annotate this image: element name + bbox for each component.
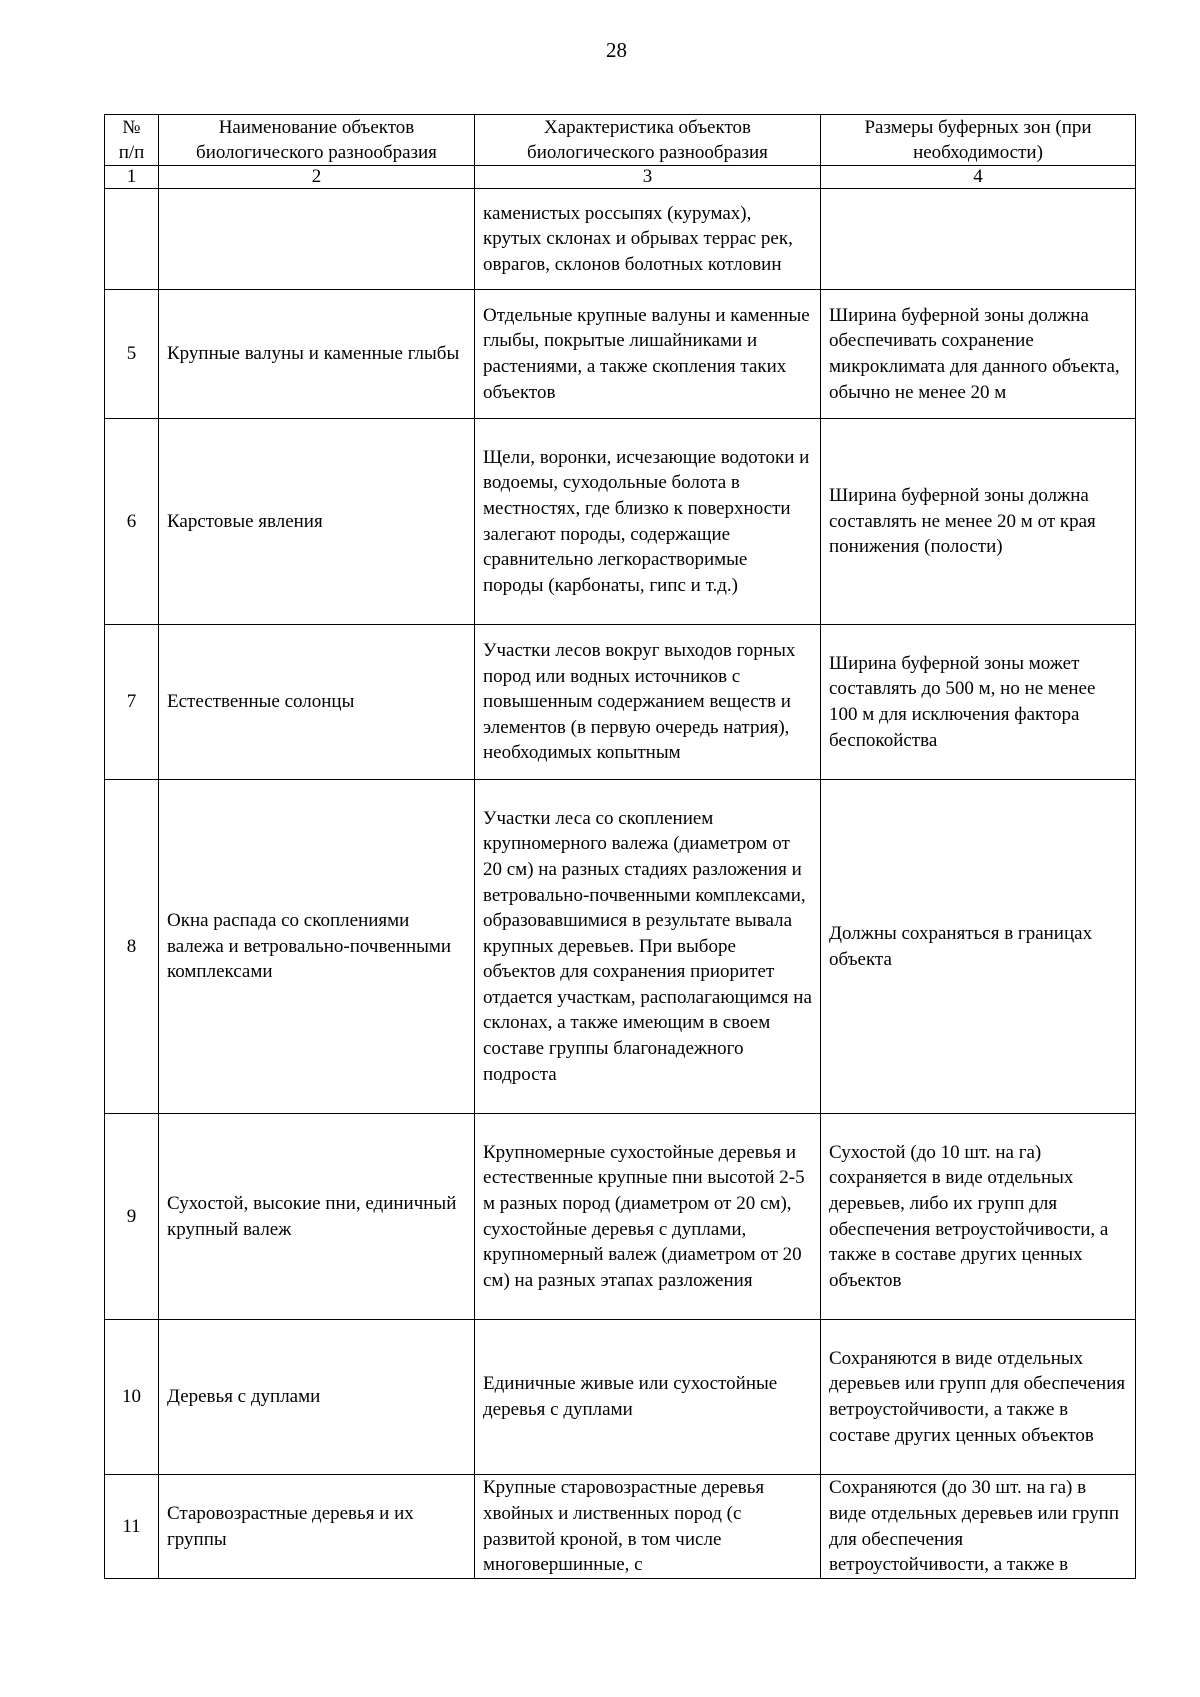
object-name: Окна распада со скоплениями валежа и ветровально-почвенными комплексами [159, 780, 475, 1114]
buffer-zone [821, 189, 1136, 290]
object-description: Единичные живые или сухостойные деревья с дуплами [475, 1320, 821, 1475]
column-number: 2 [159, 166, 475, 189]
object-name [159, 189, 475, 290]
table-row [105, 625, 1136, 780]
object-description: Участки лесов вокруг выходов горных пород или водных источников с повышенным содержанием веществ и элементов (в первую очередь натрия), необходимых копытным [475, 625, 821, 780]
column-number: 3 [475, 166, 821, 189]
buffer-zone: Сухостой (до 10 шт. на га) сохраняется в виде отдельных деревьев, либо их групп для обеспечения ветроустойчивости, а также в составе других ценных объектов [821, 1114, 1136, 1320]
page-number: 28 [606, 38, 627, 62]
row-number: 11 [105, 1475, 159, 1579]
buffer-zone: Сохраняются (до 30 шт. на га) в виде отдельных деревьев или групп для обеспечения ветроустойчивости, а также в [821, 1475, 1136, 1579]
table-row [105, 189, 1136, 290]
buffer-zone: Ширина буферной зоны должна обеспечивать сохранение микроклимата для данного объекта, обычно не менее 20 м [821, 290, 1136, 419]
object-name: Деревья с дуплами [159, 1320, 475, 1475]
buffer-zone: Должны сохраняться в границах объекта [821, 780, 1136, 1114]
table-row [105, 1320, 1136, 1475]
object-name: Старовозрастные деревья и их группы [159, 1475, 475, 1579]
header-buffer-zone: Размеры буферных зон (при необходимости) [821, 115, 1136, 166]
object-description: Крупномерные сухостойные деревья и естественные крупные пни высотой 2-5 м разных пород (диаметром от 20 см), сухостойные деревья с дуплами, крупномерный валеж (диаметром от 20 см) на разных этапах разложения [475, 1114, 821, 1320]
object-description: каменистых россыпях (курумах), крутых склонах и обрывах террас рек, оврагов, склонов болотных котловин [475, 189, 821, 290]
row-number: 7 [105, 625, 159, 780]
table-row [105, 1114, 1136, 1320]
object-name: Естественные солонцы [159, 625, 475, 780]
table-row [105, 290, 1136, 419]
table-row [105, 1475, 1136, 1579]
header-number: № п/п [105, 115, 159, 166]
buffer-zone: Сохраняются в виде отдельных деревьев или групп для обеспечения ветроустойчивости, а также в составе других ценных объектов [821, 1320, 1136, 1475]
row-number [105, 189, 159, 290]
column-number: 1 [105, 166, 159, 189]
row-number: 6 [105, 419, 159, 625]
buffer-zone: Ширина буферной зоны должна составлять не менее 20 м от края понижения (полости) [821, 419, 1136, 625]
header-object-name: Наименование объектов биологического разнообразия [159, 115, 475, 166]
row-number: 10 [105, 1320, 159, 1475]
column-number-row [105, 166, 1136, 189]
row-number: 8 [105, 780, 159, 1114]
object-description: Отдельные крупные валуны и каменные глыбы, покрытые лишайниками и растениями, а также скопления таких объектов [475, 290, 821, 419]
object-name: Сухостой, высокие пни, единичный крупный валеж [159, 1114, 475, 1320]
object-name: Крупные валуны и каменные глыбы [159, 290, 475, 419]
object-description: Участки леса со скоплением крупномерного валежа (диаметром от 20 см) на разных стадиях разложения и ветровально-почвенными комплексами, образовавшимися в результате вывала крупных деревьев. При выборе объектов для сохранения приоритет отдается участкам, располагающимся на склонах, а также имеющим в своем составе группы благонадежного подроста [475, 780, 821, 1114]
object-description: Щели, воронки, исчезающие водотоки и водоемы, суходольные болота в местностях, где близко к поверхности залегают породы, содержащие сравнительно легкорастворимые породы (карбонаты, гипс и т.д.) [475, 419, 821, 625]
biodiversity-table [104, 114, 1136, 1579]
column-number: 4 [821, 166, 1136, 189]
object-name: Карстовые явления [159, 419, 475, 625]
table-header-row [105, 115, 1136, 166]
table-row [105, 780, 1136, 1114]
row-number: 9 [105, 1114, 159, 1320]
table-row [105, 419, 1136, 625]
header-object-description: Характеристика объектов биологического разнообразия [475, 115, 821, 166]
row-number: 5 [105, 290, 159, 419]
object-description: Крупные старовозрастные деревья хвойных и лиственных пород (с развитой кроной, в том числе многовершинные, с [475, 1475, 821, 1579]
buffer-zone: Ширина буферной зоны может составлять до 500 м, но не менее 100 м для исключения фактора беспокойства [821, 625, 1136, 780]
